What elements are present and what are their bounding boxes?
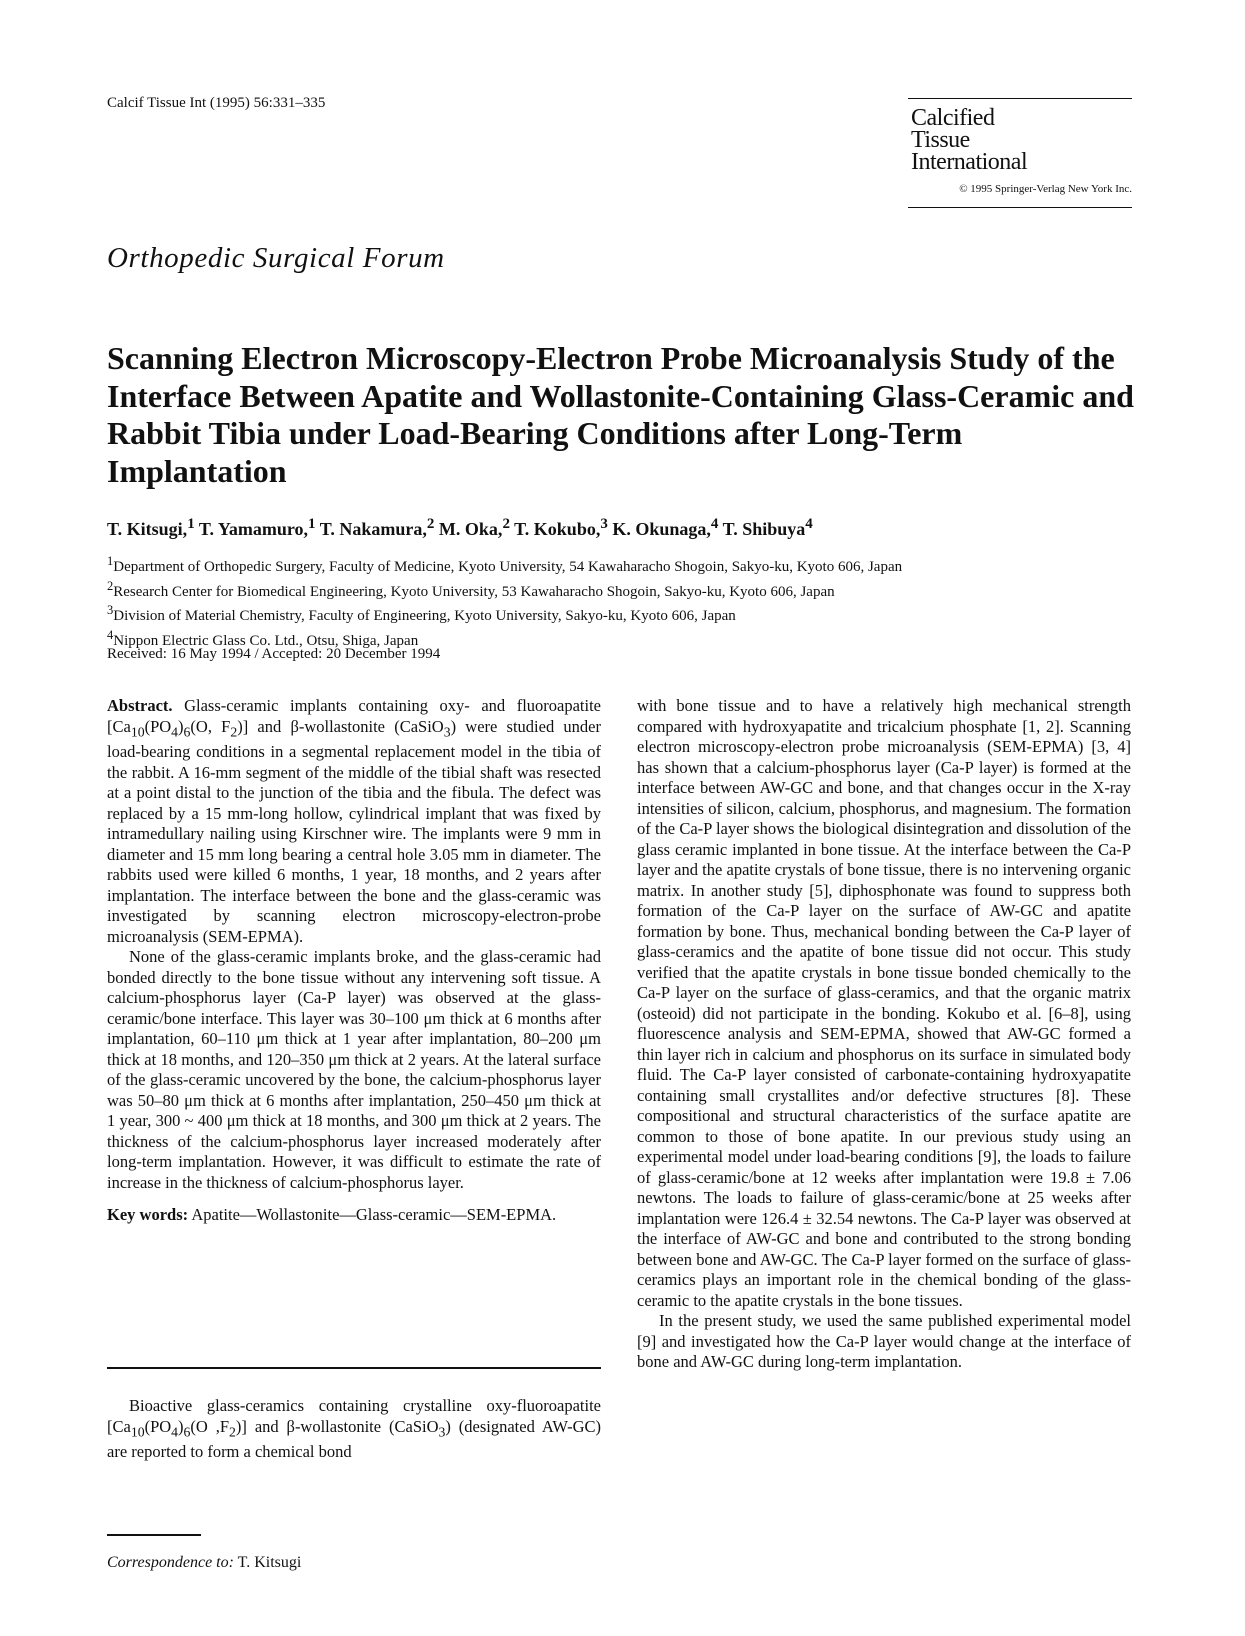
affiliation: $^4$Nippon Electric Glass Co. Ltd., Otsu, Shiga, Japan xyxy=(107,627,419,649)
intro-paragraph-start: Bioactive glass-ceramics containing crystalline oxy-fluoroapatite [$Ca_{10}(PO_4)_6(O$ $,F_2$)] and β-wollastonite (CaSiO$_3$) (designated AW-GC) are reported to form a chemical bond xyxy=(107,1396,601,1462)
keywords: Key words: Apatite—Wollastonite—Glass-ceramic—SEM-EPMA. xyxy=(107,1205,557,1225)
journal-logo xyxy=(911,107,1132,173)
footnote-divider xyxy=(107,1534,201,1536)
logo-line-1: Calcified xyxy=(911,105,995,131)
author: T. Yamamuro,$^1$ xyxy=(198,516,316,539)
intro-paragraph-2: In the present study, we used the same published experimental model [9] and investigated how the Ca-P layer would change at the interface of bone and AW-GC during long-term implantation. xyxy=(637,1311,1131,1371)
section-heading: Orthopedic Surgical Forum xyxy=(107,242,445,274)
affiliation: $^1$Department of Orthopedic Surgery, Faculty of Medicine, Kyoto University, 54 Kawaharacho Shogoin, Sakyo-ku, Kyoto 606, Japan xyxy=(107,554,903,575)
logo-line-2: Tissue xyxy=(911,127,970,153)
author: T. Kokubo,$^3$ xyxy=(514,516,608,539)
author: T. Nakamura,$^2$ xyxy=(319,516,435,539)
journal-logo-box xyxy=(908,98,1132,208)
received-accepted-dates: Received: 16 May 1994 / Accepted: 20 December 1994 xyxy=(107,646,441,662)
logo-top-rule xyxy=(908,98,1132,99)
left-column xyxy=(107,696,601,1226)
correspondence-note: Correspondence to: T. Kitsugi xyxy=(107,1554,302,1571)
author: T. Kitsugi,$^1$ xyxy=(107,516,195,539)
logo-bottom-rule xyxy=(908,207,1132,208)
copyright: © 1995 Springer-Verlag New York Inc. xyxy=(959,183,1132,195)
abstract-paragraph-1: Abstract. Glass-ceramic implants containing oxy- and fluoroapatite [$Ca_{10}(PO_4)_6(O$, $F_2$)] and β-wollastonite (CaSiO$_3$) were studied under load-bearing conditions in a segmental replacement model in the tibia of the rabbit. A 16-mm segment of the middle of the tibial shaft was resected at a point distal to the junction of the tibia and the fibula. The defect was replaced by a 15 mm-long hollow, cylindrical implant that was fixed by intramedullary nailing using Kirschner wire. The implants were 9 mm in diameter and 15 mm long bearing a central hole 3.05 mm in diameter. The rabbits used were killed 6 months, 1 year, 18 months, and 2 years after implantation. The interface between the bone and the glass-ceramic was investigated by scanning electron microscopy-electron-probe microanalysis (SEM-EPMA). xyxy=(107,696,601,946)
logo-line-3: International xyxy=(911,149,1028,175)
author: K. Okunaga,$^4$ xyxy=(612,516,719,539)
abstract-divider xyxy=(107,1367,601,1369)
affiliation: $^3$Division of Material Chemistry, Faculty of Engineering, Kyoto University, Sakyo-ku, Kyoto 606, Japan xyxy=(107,603,736,624)
right-column xyxy=(637,696,1131,1373)
intro-paragraph-continued: with bone tissue and to have a relatively high mechanical strength compared with hydroxyapatite and tricalcium phosphate [1, 2]. Scanning electron microscopy-electron probe microanalysis (SEM-EPMA) [3, 4] has shown that a calcium-phosphorus layer (Ca-P layer) is formed at the interface between AW-GC and bone, and that changes occur in the X-ray intensities of silicon, calcium, phosphorus, and magnesium. The formation of the Ca-P layer shows the biological disintegration and dissolution of the glass ceramic implanted in bone tissue. At the interface between the Ca-P layer and the apatite crystals of bone tissue, there is no intervening organic matrix. In another study [5], diphosphonate was found to suppress both formation of the Ca-P layer on the surface of AW-GC and apatite formation by bone. Thus, mechanical bonding between the Ca-P layer of glass-ceramics and the apatite of bone tissue did not occur. This study verified that the apatite crystals in bone tissue bonded chemically to the Ca-P layer on the surface of glass-ceramics, and that the organic matrix (osteoid) did not participate in the bonding. Kokubo et al. [6–8], using fluorescence analysis and SEM-EPMA, showed that AW-GC formed a thin layer rich in calcium and phosphorus on its surface in simulated body fluid. The Ca-P layer consisted of carbonate-containing hydroxyapatite containing small crystallites and/or defective structures [8]. These compositional and structural characteristics of the surface apatite are common to those of bone apatite. In our previous study using an experimental model under load-bearing conditions [9], the loads to failure of glass-ceramic/bone at 12 weeks after implantation were 19.8 ± 7.06 newtons. The loads to failure of glass-ceramic/bone at 25 weeks after implantation were 126.4 ± 32.54 newtons. The Ca-P layer was observed at the interface of AW-GC and bone and contributed to the strong bonding between bone and AW-GC. The Ca-P layer formed on the surface of glass-ceramics plays an important role in the chemical bonding of the glass-ceramic to the apatite crystals in the bone tissues. xyxy=(637,696,1131,1310)
abstract-paragraph-2: None of the glass-ceramic implants broke, and the glass-ceramic had bonded directly to the bone tissue without any intervening soft tissue. A calcium-phosphorus layer (Ca-P layer) was observed at the glass-ceramic/bone interface. This layer was 30–100 μm thick at 6 months after implantation, 60–110 μm thick at 1 year after implantation, 80–200 μm thick at 18 months, and 120–350 μm thick at 2 years. At the lateral surface of the glass-ceramic uncovered by the bone, the calcium-phosphorus layer was 50–80 μm thick at 6 months after implantation, 250–450 μm thick at 1 year, 300 ~ 400 μm thick at 18 months, and 300 μm thick at 2 years. The thickness of the calcium-phosphorus layer increased moderately after long-term implantation. However, it was difficult to estimate the rate of increase in the thickness of calcium-phosphorus layer. xyxy=(107,947,601,1192)
author-list xyxy=(107,516,813,540)
affiliations xyxy=(107,552,902,650)
author: M. Oka,$^2$ xyxy=(438,516,510,539)
article-title: Scanning Electron Microscopy-Electron Probe Microanalysis Study of the Interface Between Apatite and Wollastonite-Containing Glass-Ceramic and Rabbit Tibia under Load-Bearing Conditions after Long-Term Implantation xyxy=(107,340,1134,489)
author: T. Shibuya$^4$ xyxy=(722,516,813,539)
affiliation: $^2$Research Center for Biomedical Engineering, Kyoto University, 53 Kawaharacho Shogoin, Sakyo-ku, Kyoto 606, Japan xyxy=(107,578,835,600)
journal-citation: Calcif Tissue Int (1995) 56:331–335 xyxy=(107,95,326,111)
